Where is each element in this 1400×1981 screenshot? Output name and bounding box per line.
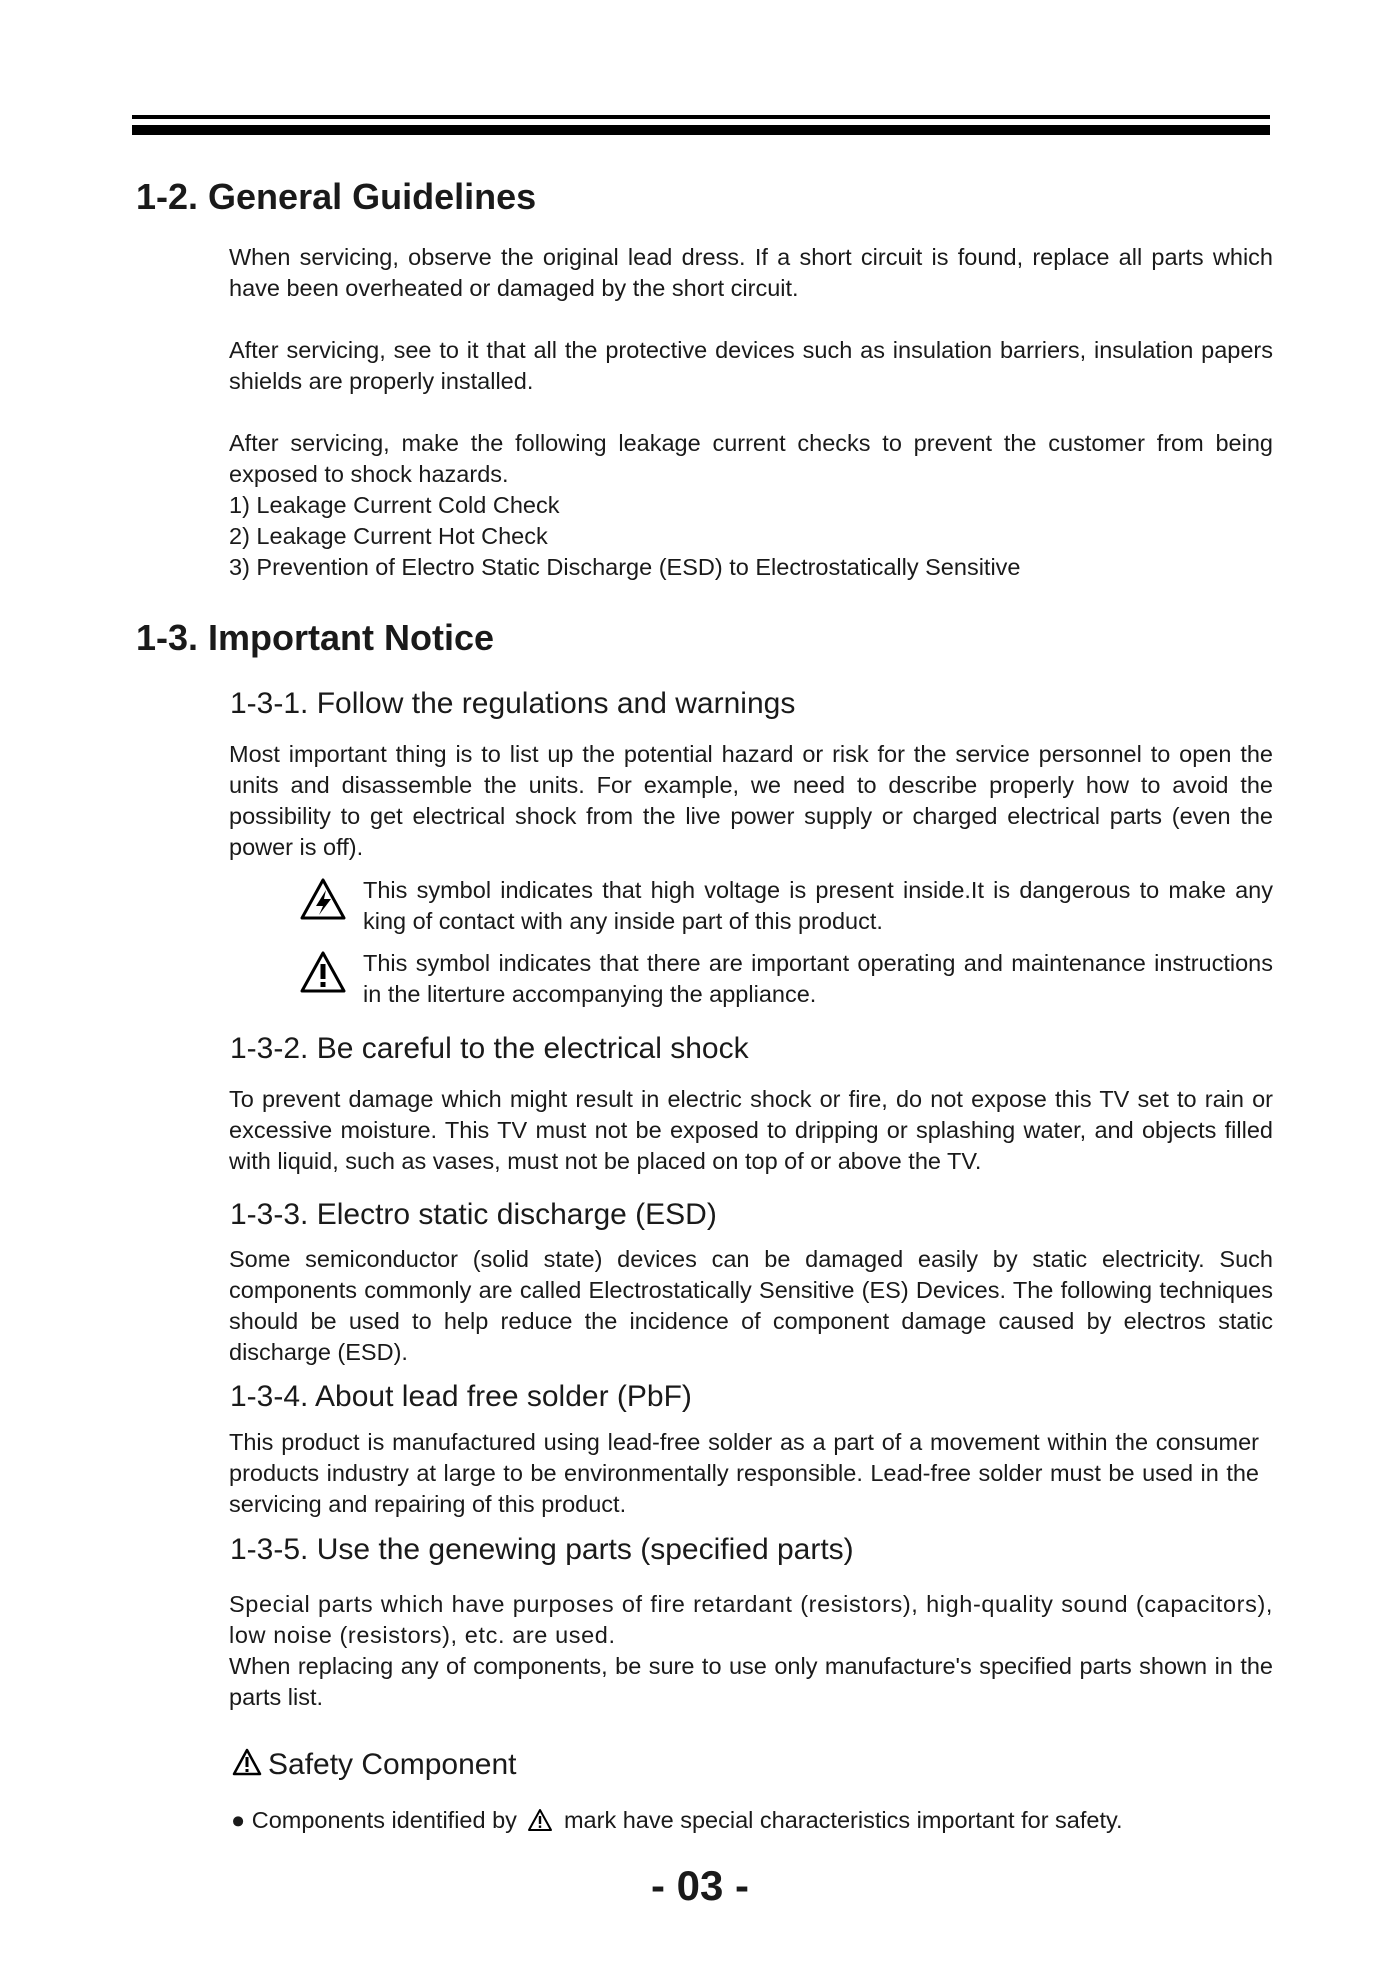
list-item: 1) Leakage Current Cold Check: [229, 492, 560, 518]
safety-component-title: Safety Component: [268, 1748, 517, 1781]
subsection-title-regulations: 1-3-1. Follow the regulations and warnings: [230, 687, 796, 720]
specified-parts-paragraph-1: Special parts which have purposes of fire retardant (resistors), high-quality sound (capacitors), low noise (resistors), etc. are used.: [229, 1591, 1273, 1648]
important-instructions-symbol-text: This symbol indicates that there are important operating and maintenance instructions in the literture accompanying the appliance.: [363, 950, 1273, 1007]
list-item: 2) Leakage Current Hot Check: [229, 523, 548, 549]
exclamation-warning-icon: [300, 951, 346, 993]
regulations-paragraph: Most important thing is to list up the potential hazard or risk for the service personnel to open the units and disassemble the units. For example, we need to describe properly how to avoid the possibility to get electrical shock from the live power supply or charged electrical parts (even the power is off).: [229, 741, 1273, 860]
esd-paragraph: Some semiconductor (solid state) devices can be damaged easily by static electricity. Such components commonly are called Electrostatically Sensitive (ES) Devices. The following techniques should be used to help reduce the incidence of component damage caused by electros static discharge (ESD).: [229, 1246, 1273, 1365]
safety-bullet-prefix: ● Components identified by: [231, 1807, 517, 1833]
header-rule-thick: [132, 125, 1270, 135]
subsection-title-electrical-shock: 1-3-2. Be careful to the electrical shock: [230, 1032, 749, 1065]
lead-free-solder-paragraph: This product is manufactured using lead-free solder as a part of a movement within the consumer products industry at large to be environmentally responsible. Lead-free solder must be used in the servicing and repairing of this product.: [229, 1429, 1259, 1517]
leakage-check-list: [229, 490, 1273, 583]
section-title-important-notice: 1-3. Important Notice: [136, 617, 495, 658]
safety-component-bullet: [231, 1805, 1123, 1836]
list-item: 3) Prevention of Electro Static Discharge (ESD) to Electrostatically Sensitive: [229, 554, 1021, 580]
subsection-title-esd: 1-3-3. Electro static discharge (ESD): [230, 1198, 717, 1231]
safety-warning-icon: [232, 1748, 262, 1778]
page-number: - 03 -: [650, 1862, 750, 1909]
guidelines-paragraph-2: After servicing, see to it that all the protective devices such as insulation barriers, insulation papers shields are properly installed.: [229, 337, 1273, 394]
specified-parts-paragraph-2: When replacing any of components, be sure to use only manufacture's specified parts shown in the parts list.: [229, 1653, 1273, 1710]
guidelines-paragraph-3: After servicing, make the following leakage current checks to prevent the customer from being exposed to shock hazards.: [229, 430, 1273, 487]
safety-bullet-suffix: mark have special characteristics important for safety.: [563, 1807, 1123, 1833]
section-title-general-guidelines: 1-2. General Guidelines: [136, 176, 537, 217]
high-voltage-symbol-text: This symbol indicates that high voltage is present inside.It is dangerous to make any king of contact with any inside part of this product.: [363, 877, 1273, 934]
header-rule-thin: [132, 115, 1270, 119]
guidelines-paragraph-3-block: [229, 428, 1273, 583]
safety-mark-icon: [527, 1808, 553, 1832]
subsection-title-specified-parts: 1-3-5. Use the genewing parts (specified parts): [230, 1533, 854, 1566]
electrical-shock-paragraph: To prevent damage which might result in electric shock or fire, do not expose this TV set to rain or excessive moisture. This TV must not be exposed to dripping or splashing water, and objects filled with liquid, such as vases, must not be placed on top of or above the TV.: [229, 1086, 1273, 1174]
guidelines-paragraph-1: When servicing, observe the original lead dress. If a short circuit is found, replace all parts which have been overheated or damaged by the short circuit.: [229, 244, 1273, 301]
high-voltage-warning-icon: [300, 878, 346, 920]
subsection-title-lead-free-solder: 1-3-4. About lead free solder (PbF): [230, 1380, 692, 1413]
